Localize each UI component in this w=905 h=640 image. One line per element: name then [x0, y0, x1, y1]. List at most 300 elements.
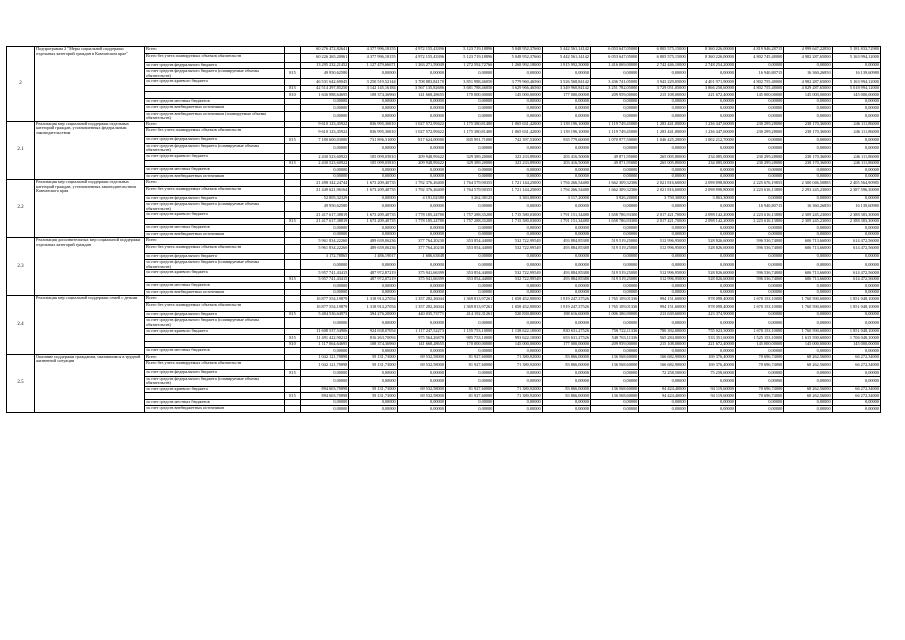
amount-cell: 0,00000 — [639, 289, 687, 296]
amount-cell: 0,00000 — [784, 376, 832, 386]
funding-source-label: Всего — [145, 180, 285, 187]
amount-cell: 0,00000 — [349, 260, 397, 270]
funding-source-label: за счет средств местных бюджетов — [145, 348, 285, 355]
budget-code: 810 — [285, 92, 301, 99]
amount-cell: 238 170,36000 — [784, 160, 832, 167]
amount-cell: 0,00000 — [590, 253, 638, 260]
amount-cell: 0,00000 — [542, 376, 590, 386]
amount-cell: 11 491 422,90212 — [301, 335, 349, 342]
amount-cell: 213 639,60000 — [639, 311, 687, 318]
amount-cell: 5 048 952,37660 — [494, 47, 542, 54]
funding-source-label: Всего без учета планируемых объемов обязательств — [145, 302, 285, 311]
amount-cell: 0,00000 — [301, 283, 349, 290]
amount-cell: 0,00000 — [784, 111, 832, 121]
amount-cell: 0,00000 — [397, 399, 445, 406]
amount-cell: 0,00000 — [301, 231, 349, 238]
amount-cell: 0,00000 — [445, 69, 493, 79]
budget-code: 815 — [285, 160, 301, 167]
amount-cell: 596 536,74000 — [735, 244, 783, 253]
amount-cell: 221 672,40000 — [687, 341, 735, 348]
amount-cell: 203 416,50000 — [542, 160, 590, 167]
amount-cell: 0,00000 — [349, 406, 397, 413]
amount-cell: 0,00000 — [494, 399, 542, 406]
amount-cell: 1 791 151,34480 — [542, 218, 590, 225]
amount-cell: 0,00000 — [639, 111, 687, 121]
amount-cell: 0,00000 — [349, 348, 397, 355]
amount-cell: 66 272,34000 — [832, 393, 880, 400]
amount-cell: 0,00000 — [735, 348, 783, 355]
amount-cell: 0,00000 — [590, 202, 638, 212]
amount-cell: 81 927,60000 — [445, 361, 493, 370]
amount-cell: 0,00000 — [687, 289, 735, 296]
amount-cell: 1 027 572,99422 — [397, 128, 445, 137]
amount-cell: 21 498 342,24744 — [301, 180, 349, 187]
amount-cell: 1 791 151,34480 — [542, 212, 590, 219]
amount-cell: 16 139,60980 — [832, 69, 880, 79]
amount-cell: 6 805 575,15000 — [639, 47, 687, 54]
amount-cell: 0,00000 — [735, 260, 783, 270]
amount-cell: 0,00000 — [784, 283, 832, 290]
amount-cell: 0,00000 — [445, 98, 493, 105]
amount-cell: 0,00000 — [687, 376, 735, 386]
amount-cell: 519 519,25000 — [590, 276, 638, 283]
amount-cell: 614 472,56000 — [832, 244, 880, 253]
amount-cell: 519 519,25000 — [590, 270, 638, 277]
amount-cell: 5 163 994,12000 — [832, 53, 880, 62]
amount-cell: 935 779,60000 — [542, 137, 590, 144]
amount-cell: 0,00000 — [735, 143, 783, 153]
funding-source-label: за счет средств федерального бюджета (планируемые объемы обязательств) — [145, 376, 285, 386]
amount-cell: 0,00000 — [784, 348, 832, 355]
amount-cell: 0,00000 — [301, 105, 349, 112]
amount-cell: 2 098 898,80000 — [687, 186, 735, 195]
amount-cell: 894 603,70898 — [301, 393, 349, 400]
amount-cell: 0,00000 — [494, 69, 542, 79]
amount-cell: 0,00000 — [445, 370, 493, 377]
amount-cell: 0,00000 — [349, 195, 397, 202]
amount-cell: 215 108,00000 — [639, 92, 687, 99]
amount-cell: 1 283 441,00000 — [639, 121, 687, 128]
section-title: Оказание поддержки гражданам, оказавшимся в трудной жизненной ситуации — [35, 354, 145, 412]
amount-cell: 0,00000 — [735, 311, 783, 318]
amount-cell: 0,00000 — [687, 406, 735, 413]
amount-cell: 1 357 282,26044 — [397, 302, 445, 311]
amount-cell: 94 119,60000 — [687, 393, 735, 400]
amount-cell: 209 959,00000 — [590, 92, 638, 99]
amount-cell: 0,00000 — [687, 231, 735, 238]
amount-cell: 71 380,92000 — [494, 386, 542, 393]
amount-cell: 0,00000 — [397, 105, 445, 112]
amount-cell: 1 662 309,32306 — [590, 186, 638, 195]
amount-cell: 0,00000 — [301, 173, 349, 180]
amount-cell: 0,00000 — [349, 399, 397, 406]
amount-cell: 1 792 376,26400 — [397, 186, 445, 195]
amount-cell: 0,00000 — [397, 143, 445, 153]
amount-cell: 0,00000 — [397, 231, 445, 238]
amount-cell: 353 854,44000 — [445, 270, 493, 277]
amount-cell: 0,00000 — [349, 225, 397, 232]
amount-cell: 0,00000 — [301, 376, 349, 386]
amount-cell: 265 005,80000 — [639, 154, 687, 161]
amount-cell: 3 251 782,05000 — [590, 85, 638, 92]
amount-cell: 0,00000 — [590, 406, 638, 413]
amount-cell: 532 722,99549 — [494, 238, 542, 245]
amount-cell: 0,00000 — [397, 318, 445, 328]
amount-cell: 0,00000 — [349, 202, 397, 212]
amount-cell: 68 262,56000 — [784, 386, 832, 393]
amount-cell: 3 262,30125 — [445, 195, 493, 202]
amount-cell: 145 000,00000 — [832, 92, 880, 99]
amount-cell: 1 065 631,42000 — [494, 121, 542, 128]
funding-source-label: Всего без учета планируемых объемов обязательств — [145, 128, 285, 137]
amount-cell: 0,00000 — [590, 260, 638, 270]
amount-cell: 755 023,50000 — [687, 328, 735, 335]
amount-cell: 145 000,00000 — [784, 341, 832, 348]
amount-cell: 0,00000 — [397, 225, 445, 232]
amount-cell: 329 389,20000 — [445, 154, 493, 161]
amount-cell: 0,00000 — [349, 105, 397, 112]
amount-cell: 246 111,86000 — [832, 128, 880, 137]
amount-cell: 0,00000 — [832, 289, 880, 296]
amount-cell: 1 721 144,25000 — [494, 186, 542, 195]
amount-cell: 0,00000 — [832, 406, 880, 413]
amount-cell: 5 957 741,43415 — [301, 276, 349, 283]
amount-cell: 1 686,63848 — [397, 253, 445, 260]
amount-cell: 209 959,00000 — [590, 341, 638, 348]
amount-cell: 11 608 537,54906 — [301, 328, 349, 335]
amount-cell: 230 299,28000 — [735, 121, 783, 128]
amount-cell: 223 374,90000 — [687, 311, 735, 318]
amount-cell: 4 972 155,43396 — [397, 53, 445, 62]
amount-cell: 0,00000 — [494, 225, 542, 232]
amount-cell: 1 357 282,26044 — [397, 296, 445, 303]
amount-cell: 0,00000 — [639, 260, 687, 270]
amount-cell: 440 035,73771 — [397, 311, 445, 318]
funding-source-label: за счет средств местных бюджетов — [145, 167, 285, 174]
section-title: Реализация мер социальной поддержки отдельных категорий граждан, установленных федеральным законодательством — [35, 121, 145, 179]
amount-cell: 0,00000 — [590, 376, 638, 386]
funding-source-label: за счет средств внебюджетных источников — [145, 105, 285, 112]
amount-cell: 0,00000 — [784, 406, 832, 413]
amount-cell: 42 514 297,85250 — [301, 85, 349, 92]
amount-cell: 532 722,99549 — [494, 244, 542, 253]
amount-cell: 1 673 209,40735 — [349, 212, 397, 219]
amount-cell: 0,00000 — [784, 225, 832, 232]
amount-cell: 0,00000 — [735, 225, 783, 232]
amount-cell: 265 005,80000 — [639, 160, 687, 167]
amount-cell: 606 713,66000 — [784, 244, 832, 253]
amount-cell: 234 085,00000 — [687, 154, 735, 161]
amount-cell: 0,00000 — [542, 399, 590, 406]
amount-cell: 0,00000 — [832, 348, 880, 355]
funding-source-label: за счет средств федерального бюджета — [145, 370, 285, 377]
amount-cell: 13 295 232,21452 — [301, 62, 349, 69]
amount-cell: 71 380,92000 — [494, 393, 542, 400]
amount-cell: 0,00000 — [397, 167, 445, 174]
amount-cell: 1 706 048,10000 — [832, 335, 880, 342]
amount-cell: 0,00000 — [639, 318, 687, 328]
funding-source-label: за счет средств внебюджетных источников — [145, 406, 285, 413]
amount-cell: 1 318 914,27054 — [349, 302, 397, 311]
amount-cell: 0,00000 — [445, 202, 493, 212]
amount-cell: 489 639,06236 — [349, 244, 397, 253]
amount-cell: 1 765 109,01336 — [590, 296, 638, 303]
amount-cell: 0,00000 — [784, 260, 832, 270]
amount-cell: 0,00000 — [397, 406, 445, 413]
amount-cell: 145 000,00000 — [735, 92, 783, 99]
amount-cell: 994 151,60000 — [639, 296, 687, 303]
amount-cell: 1 764 579,90355 — [445, 186, 493, 195]
amount-cell: 1 670 153,10000 — [735, 296, 783, 303]
budget-code — [285, 376, 301, 386]
amount-cell: 1 027 572,99422 — [397, 121, 445, 128]
amount-cell: 0,00000 — [494, 111, 542, 121]
amount-cell: 1 757 288,35200 — [445, 212, 493, 219]
funding-source-label: за счет средств местных бюджетов — [145, 225, 285, 232]
amount-cell: 0,00000 — [590, 173, 638, 180]
amount-cell: 203 416,50000 — [542, 154, 590, 161]
amount-cell: 230 299,28000 — [735, 160, 783, 167]
amount-cell: 0,00000 — [349, 376, 397, 386]
budget-code — [285, 128, 301, 137]
amount-cell: 565 284,00000 — [639, 335, 687, 342]
amount-cell: 1 236 447,60000 — [687, 128, 735, 137]
funding-source-label: Всего без учета планируемых объемов обязательств — [145, 361, 285, 370]
amount-cell: 0,00000 — [784, 399, 832, 406]
amount-cell: 1 715 580,03000 — [494, 218, 542, 225]
amount-cell: 0,00000 — [832, 167, 880, 174]
amount-cell: 108 374,36960 — [349, 341, 397, 348]
amount-cell: 71 380,92000 — [494, 354, 542, 361]
amount-cell: 68 262,56000 — [784, 354, 832, 361]
amount-cell: 414 192,31261 — [445, 311, 493, 318]
amount-cell: 0,00000 — [639, 173, 687, 180]
section-title: Реализация дополнительных мер социальной поддержки отдельных категорий граждан — [35, 238, 145, 296]
amount-cell: 0,00000 — [445, 173, 493, 180]
amount-cell: 1 658 786,93300 — [590, 212, 638, 219]
budget-code — [285, 361, 301, 370]
amount-cell: 3 250 519,52144 — [349, 79, 397, 86]
amount-cell: 0,00000 — [590, 111, 638, 121]
amount-cell: 136 568,60000 — [590, 393, 638, 400]
amount-cell: 0,00000 — [397, 260, 445, 270]
amount-cell: 0,00000 — [735, 283, 783, 290]
amount-cell: 2 225 676,19855 — [735, 180, 783, 187]
amount-cell: 528 826,60000 — [687, 244, 735, 253]
amount-cell: 0,00000 — [639, 231, 687, 238]
amount-cell: 845 991,71000 — [445, 137, 493, 144]
funding-source-label: за счет средств федерального бюджета — [145, 62, 285, 69]
amount-cell: 0,00000 — [301, 318, 349, 328]
amount-cell: 0,00000 — [542, 348, 590, 355]
budget-code: 815 — [285, 393, 301, 400]
amount-cell: 6 805 575,15000 — [639, 53, 687, 62]
amount-cell: 0,00000 — [494, 202, 542, 212]
amount-cell: 3 943 229,05000 — [639, 79, 687, 86]
amount-cell: 5 123 719,18896 — [445, 47, 493, 54]
funding-source-label: за счет средств местных бюджетов — [145, 98, 285, 105]
amount-cell: 0,00000 — [784, 195, 832, 202]
amount-cell: 1 851 048,10000 — [832, 296, 880, 303]
funding-source-label: за счет средств внебюджетных источников — [145, 173, 285, 180]
funding-source-label: за счет средств краевого бюджета — [145, 212, 285, 219]
amount-cell: 0,00000 — [639, 69, 687, 79]
funding-source-label: Всего без учета планируемых объемов обязательств — [145, 244, 285, 253]
amount-cell: 0,00000 — [590, 98, 638, 105]
amount-cell: 377 764,20230 — [397, 244, 445, 253]
amount-cell: 0,00000 — [832, 105, 880, 112]
amount-cell: 0,00000 — [542, 283, 590, 290]
amount-cell: 0,00000 — [687, 283, 735, 290]
amount-cell: 2 309 245,23000 — [784, 212, 832, 219]
amount-cell: 394 276,20000 — [349, 311, 397, 318]
amount-cell: 0,00000 — [349, 69, 397, 79]
budget-table-body — [7, 47, 881, 413]
amount-cell: 0,00000 — [590, 289, 638, 296]
amount-cell: 533 351,60000 — [687, 335, 735, 342]
amount-cell: 0,00000 — [349, 231, 397, 238]
budget-table — [6, 46, 881, 413]
amount-cell: 0,00000 — [445, 143, 493, 153]
amount-cell: 0,00000 — [639, 283, 687, 290]
amount-cell: 0,00000 — [687, 98, 735, 105]
amount-cell: 1 272 592,72766 — [445, 62, 493, 69]
amount-cell: 0,00000 — [832, 231, 880, 238]
amount-cell: 0,00000 — [590, 167, 638, 174]
amount-cell: 0,00000 — [397, 370, 445, 377]
amount-cell: 0,00000 — [542, 143, 590, 153]
funding-source-label: за счет средств краевого бюджета — [145, 328, 285, 335]
amount-cell: 0,00000 — [639, 399, 687, 406]
amount-cell: 0,00000 — [735, 318, 783, 328]
amount-cell: 136 568,60000 — [590, 361, 638, 370]
amount-cell: 0,00000 — [494, 105, 542, 112]
amount-cell: 489 639,06236 — [349, 238, 397, 245]
amount-cell: 0,00000 — [639, 376, 687, 386]
amount-cell: 66 272,34000 — [832, 386, 880, 393]
amount-cell: 136 568,60000 — [590, 386, 638, 393]
amount-cell: 0,00000 — [832, 111, 880, 121]
amount-cell: 323 233,89000 — [494, 160, 542, 167]
amount-cell: 353 854,44000 — [445, 238, 493, 245]
amount-cell: 5 961 834,22260 — [301, 244, 349, 253]
amount-cell: 0,00000 — [590, 399, 638, 406]
amount-cell: 7 180 600,03000 — [301, 137, 349, 144]
amount-cell: 1 263 271,59049 — [397, 62, 445, 69]
amount-cell: 4 829 287,65000 — [784, 85, 832, 92]
amount-cell: 353 854,44000 — [445, 276, 493, 283]
amount-cell: 0,00000 — [832, 370, 880, 377]
amount-cell: 3 866 258,60000 — [687, 85, 735, 92]
amount-cell: 4 802 755,48000 — [735, 85, 783, 92]
amount-cell: 493 884,85380 — [542, 238, 590, 245]
amount-cell: 1 070 977,50000 — [590, 137, 638, 144]
funding-source-label: за счет средств федерального бюджета (планируемые объемы обязательств) — [145, 260, 285, 270]
amount-cell: 21 449 621,96164 — [301, 186, 349, 195]
amount-cell: 614 472,56000 — [832, 238, 880, 245]
amount-cell: 5 484 536,64973 — [301, 311, 349, 318]
amount-cell: 0,00000 — [832, 283, 880, 290]
budget-code — [285, 406, 301, 413]
amount-cell: 614 472,56000 — [832, 276, 880, 283]
amount-cell: 4 377 996,18155 — [349, 47, 397, 54]
amount-cell: 528 826,60000 — [687, 270, 735, 277]
amount-cell: 1 662 309,32306 — [590, 180, 638, 187]
amount-cell: 0,00000 — [832, 311, 880, 318]
budget-code: 815 — [285, 137, 301, 144]
amount-cell: 0,00000 — [397, 111, 445, 121]
amount-cell: 2 388 383,30000 — [832, 212, 880, 219]
amount-cell: 1 486,19017 — [349, 253, 397, 260]
amount-cell: 0,00000 — [301, 225, 349, 232]
amount-cell: 0,00000 — [735, 406, 783, 413]
amount-cell: 493 884,85380 — [542, 270, 590, 277]
amount-cell: 0,00000 — [639, 98, 687, 105]
amount-cell: 0,00000 — [639, 143, 687, 153]
amount-cell: 1 318 914,27054 — [349, 296, 397, 303]
funding-source-label: за счет средств федерального бюджета — [145, 137, 285, 144]
amount-cell: 528 826,60000 — [687, 276, 735, 283]
amount-cell: 0,00000 — [494, 289, 542, 296]
amount-cell: 238 170,36000 — [784, 154, 832, 161]
amount-cell: 49 871,95000 — [590, 160, 638, 167]
amount-cell: 4 802 745,48000 — [735, 53, 783, 62]
amount-cell: 1 139 196,10000 — [542, 128, 590, 137]
amount-cell: 3 629 966,46560 — [494, 85, 542, 92]
amount-cell: 3 750,30000 — [639, 195, 687, 202]
budget-code — [285, 111, 301, 121]
amount-cell: 0,00000 — [397, 348, 445, 355]
funding-source-label: за счет средств краевого бюджета — [145, 154, 285, 161]
funding-source-label: за счет средств федерального бюджета (планируемые объемы обязательств) — [145, 69, 285, 79]
amount-cell: 246 111,86000 — [832, 121, 880, 128]
amount-cell: 0,00000 — [397, 173, 445, 180]
amount-cell: 606 713,66000 — [784, 270, 832, 277]
amount-cell: 1 670 153,10000 — [735, 302, 783, 311]
amount-cell: 0,00000 — [445, 318, 493, 328]
amount-cell: 81 927,60000 — [445, 393, 493, 400]
amount-cell: 0,00000 — [397, 289, 445, 296]
section-title: Реализация мер социальной поддержки отдельных категорий граждан, установленных законодательством Камчатского края — [35, 180, 145, 238]
amount-cell: 105 099,05810 — [349, 160, 397, 167]
amount-cell: 0,00000 — [542, 289, 590, 296]
amount-cell: 0,00000 — [494, 283, 542, 290]
amount-cell: 0,00000 — [832, 62, 880, 69]
amount-cell: 0,00000 — [687, 318, 735, 328]
amount-cell: 0,00000 — [735, 111, 783, 121]
amount-cell: 2 742 446,10000 — [639, 62, 687, 69]
funding-source-label: за счет средств внебюджетных источников (планируемые объемы обязательств) — [145, 111, 285, 121]
amount-cell: 105 099,05810 — [349, 154, 397, 161]
amount-cell: 60 226 265,20061 — [301, 53, 349, 62]
amount-cell: 59 131,73000 — [349, 393, 397, 400]
amount-cell: 6 053 647,05000 — [590, 47, 638, 54]
amount-cell: 532 722,99549 — [494, 276, 542, 283]
amount-cell: 2 017 421,70000 — [639, 212, 687, 219]
amount-cell: 0,00000 — [494, 173, 542, 180]
amount-cell: 209 948,99422 — [397, 160, 445, 167]
budget-code — [285, 53, 301, 62]
amount-cell: 528 826,60000 — [687, 238, 735, 245]
amount-cell: 0,00000 — [494, 167, 542, 174]
amount-cell: 70 696,74000 — [735, 386, 783, 393]
amount-cell: 0,00000 — [301, 167, 349, 174]
amount-cell: 1 002 212,70000 — [687, 137, 735, 144]
amount-cell: 4 401 971,90000 — [687, 79, 735, 86]
amount-cell: 742 397,53000 — [494, 137, 542, 144]
amount-cell: 0,00000 — [784, 137, 832, 144]
amount-cell: 487 972,87219 — [349, 270, 397, 277]
